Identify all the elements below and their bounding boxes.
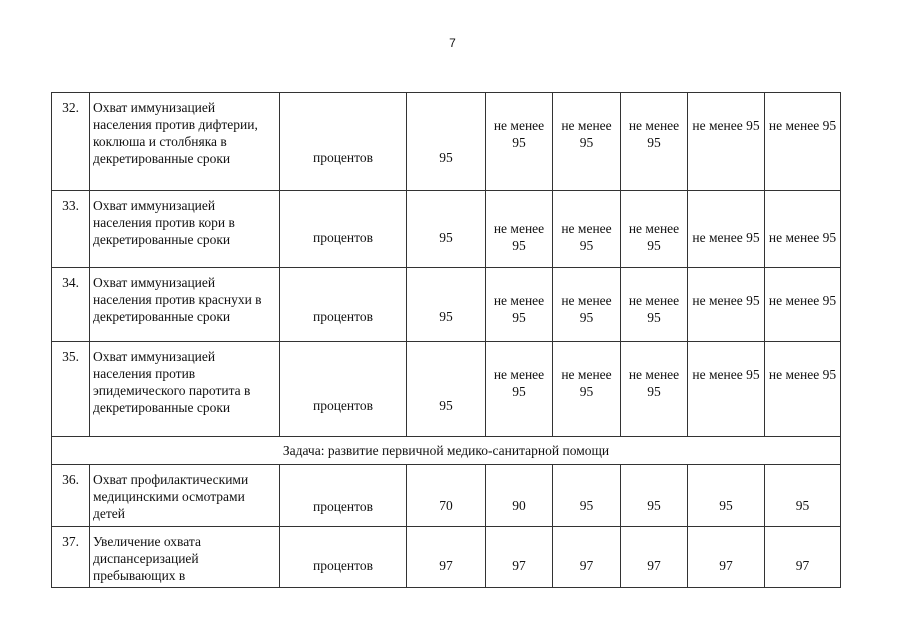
- target-value: не менее 95: [765, 93, 841, 191]
- target-value: не менее 95: [688, 191, 765, 268]
- unit-cell: процентов: [280, 93, 407, 191]
- base-value: 95: [407, 93, 486, 191]
- unit-cell: процентов: [280, 465, 407, 527]
- base-value: 95: [407, 342, 486, 437]
- indicator-name: Охват иммунизацией населения против кори в декретированные сроки: [90, 191, 280, 268]
- table-row: [52, 342, 841, 437]
- target-value: 97: [486, 527, 553, 588]
- row-number: 32.: [52, 93, 90, 191]
- unit-cell: процентов: [280, 342, 407, 437]
- base-value: 95: [407, 191, 486, 268]
- target-value: не менее 95: [553, 93, 621, 191]
- target-value: не менее 95: [688, 342, 765, 437]
- base-value: 97: [407, 527, 486, 588]
- page-number: 7: [449, 36, 456, 50]
- target-value: не менее 95: [765, 268, 841, 342]
- target-value: не менее 95: [486, 342, 553, 437]
- base-value: 95: [407, 268, 486, 342]
- base-value: 70: [407, 465, 486, 527]
- indicator-name: Охват иммунизацией населения против эпидемического паротита в декретированные сроки: [90, 342, 280, 437]
- unit-cell: процентов: [280, 268, 407, 342]
- indicator-name: Увеличение охвата диспансеризацией пребывающих в: [90, 527, 280, 588]
- target-value: не менее 95: [621, 268, 688, 342]
- target-value: 97: [765, 527, 841, 588]
- indicator-name: Охват иммунизацией населения против дифтерии, коклюша и столбняка в декретированные сроки: [90, 93, 280, 191]
- target-value: 97: [553, 527, 621, 588]
- task-heading: Задача: развитие первичной медико-санитарной помощи: [52, 437, 841, 465]
- target-value: не менее 95: [553, 342, 621, 437]
- target-value: 95: [688, 465, 765, 527]
- target-value: не менее 95: [688, 93, 765, 191]
- row-number: 36.: [52, 465, 90, 527]
- table-row: [52, 191, 841, 268]
- row-number: 33.: [52, 191, 90, 268]
- unit-cell: процентов: [280, 527, 407, 588]
- target-value: не менее 95: [621, 93, 688, 191]
- target-value: не менее 95: [553, 191, 621, 268]
- target-value: не менее 95: [621, 191, 688, 268]
- indicator-name: Охват иммунизацией населения против краснухи в декретированные сроки: [90, 268, 280, 342]
- target-value: не менее 95: [688, 268, 765, 342]
- task-row: [52, 437, 841, 465]
- row-number: 34.: [52, 268, 90, 342]
- target-value: не менее 95: [553, 268, 621, 342]
- indicator-name: Охват профилактическими медицинскими осмотрами детей: [90, 465, 280, 527]
- target-value: не менее 95: [765, 191, 841, 268]
- table-row: [52, 465, 841, 527]
- row-number: 35.: [52, 342, 90, 437]
- target-value: 90: [486, 465, 553, 527]
- target-value: не менее 95: [765, 342, 841, 437]
- table-row: [52, 527, 841, 588]
- target-value: 95: [621, 465, 688, 527]
- target-value: 97: [621, 527, 688, 588]
- target-value: не менее 95: [486, 191, 553, 268]
- target-value: 95: [765, 465, 841, 527]
- target-value: 95: [553, 465, 621, 527]
- table-row: [52, 268, 841, 342]
- target-value: не менее 95: [621, 342, 688, 437]
- indicators-table: [51, 92, 841, 588]
- table-row: [52, 93, 841, 191]
- target-value: 97: [688, 527, 765, 588]
- row-number: 37.: [52, 527, 90, 588]
- unit-cell: процентов: [280, 191, 407, 268]
- target-value: не менее 95: [486, 268, 553, 342]
- target-value: не менее 95: [486, 93, 553, 191]
